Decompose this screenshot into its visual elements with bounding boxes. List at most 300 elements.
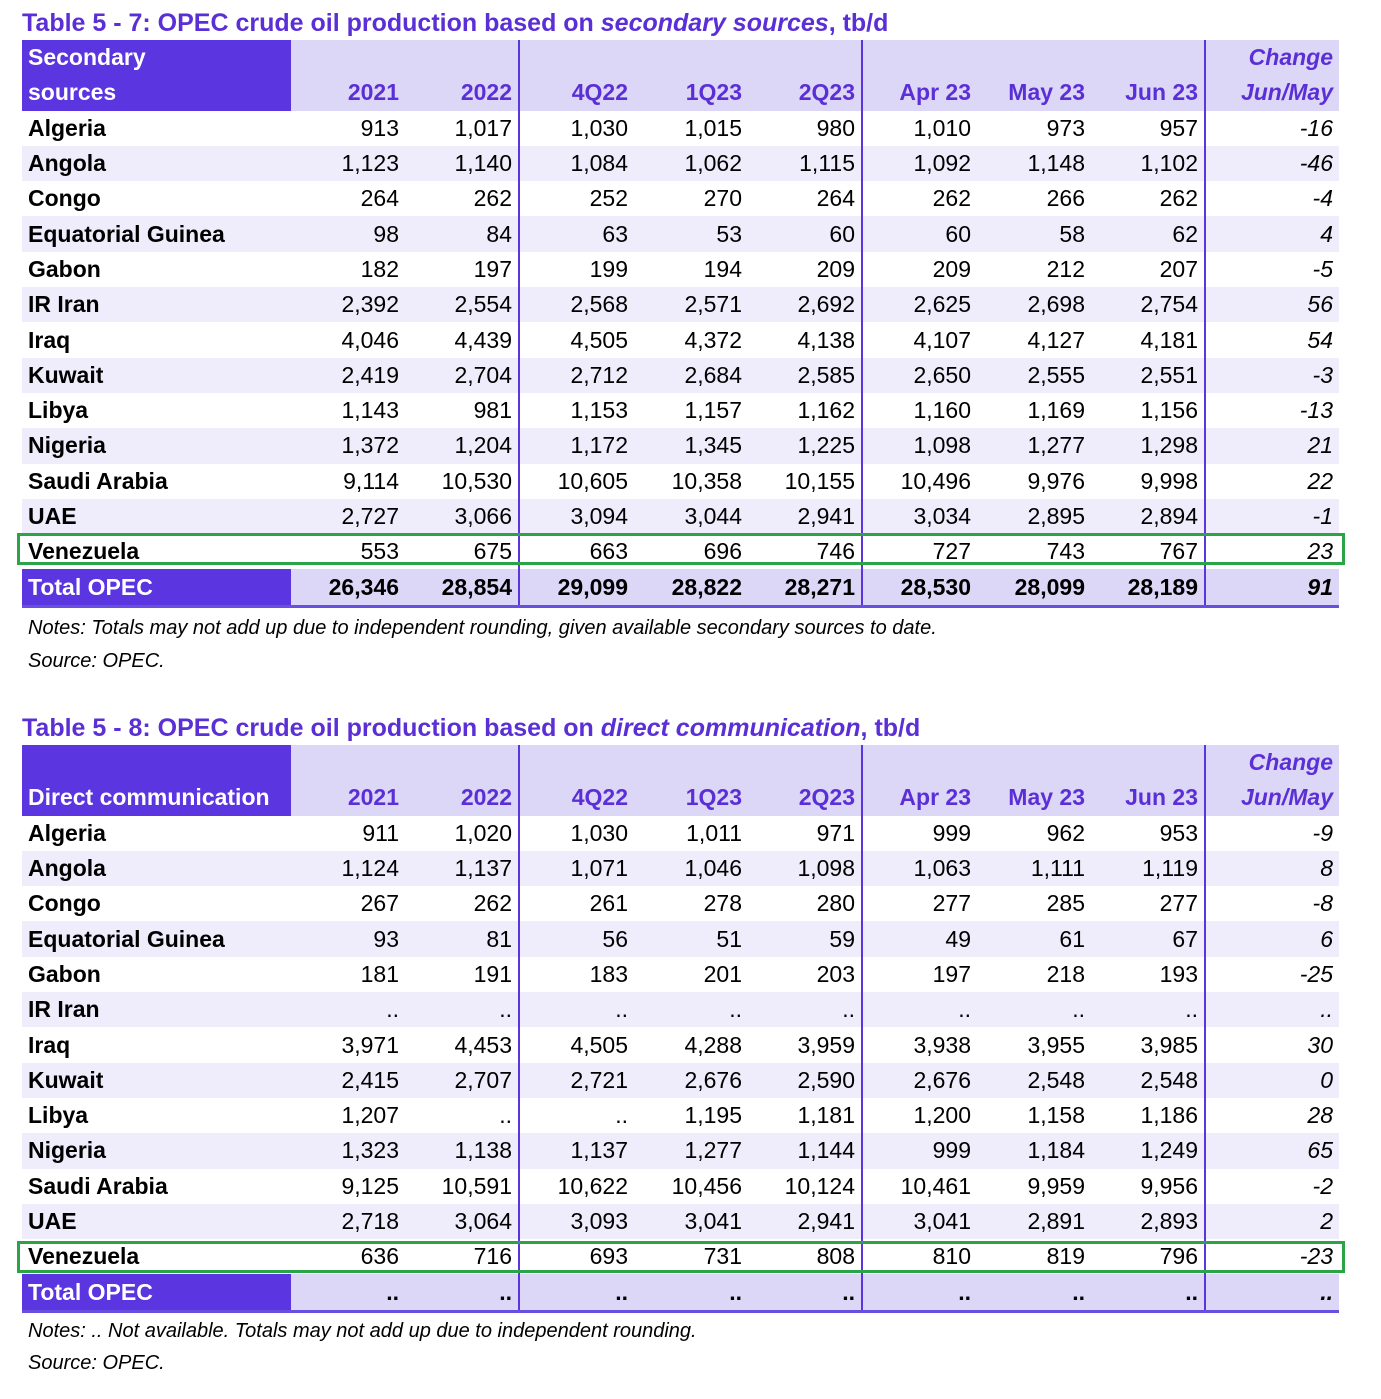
table1-header-blank [405,40,519,75]
table2 [22,745,1339,1313]
total-value: 26,346 [291,569,405,606]
table2-row-ir-iran [22,992,1339,1027]
country-name: Algeria [28,819,106,846]
value-cell: 9,956 [1140,1172,1198,1199]
value-cell: 1,046 [634,851,748,886]
country-name: Venezuela [28,1243,140,1270]
value-cell: 51 [634,921,748,956]
value-cell: 2,721 [519,1063,634,1098]
value-cell: 2,698 [977,287,1091,322]
value-cell: 696 [703,538,742,565]
value-cell: 3,985 [1140,1031,1198,1058]
value-cell: 270 [703,185,742,212]
total-value: 28,271 [748,569,862,606]
value-cell: 1,169 [1027,397,1085,424]
value-cell: 2,551 [1091,358,1205,393]
value-cell: 62 [1091,216,1205,251]
table1-column-header: Jun 23 [1091,75,1205,110]
value-cell: 2,415 [291,1063,405,1098]
table2-header-blank [634,745,748,780]
value-cell: 2,707 [405,1063,519,1098]
table2-corner-line2: Direct communication [22,780,291,815]
value-cell: 1,186 [1140,1102,1198,1129]
value-cell: 1,124 [291,851,405,886]
value-cell: 1,030 [519,816,634,851]
value-cell: 193 [1159,960,1198,987]
value-cell: 767 [1159,538,1198,565]
value-cell: 3,064 [405,1204,519,1239]
country-name: IR Iran [22,287,291,322]
country-name: Saudi Arabia [28,467,168,494]
value-cell: 183 [519,957,634,992]
value-cell: 10,456 [671,1172,742,1199]
table2-change-header-1: Change [1205,745,1339,780]
total-value: .. [748,1274,862,1311]
table2-column-header: Apr 23 [862,780,977,815]
value-cell: 2,554 [405,287,519,322]
table2-header-blank [977,745,1091,780]
country-name: UAE [22,1204,291,1239]
change-cell: 22 [1205,464,1339,499]
value-cell: 980 [816,114,855,141]
value-cell: 913 [360,114,399,141]
table2-header-blank [519,745,634,780]
value-cell: .. [1091,992,1205,1027]
table1-header-row-2 [22,75,1339,110]
total-value: 28,822 [634,569,748,606]
country-name: Iraq [28,1031,71,1058]
value-cell: 262 [473,890,512,917]
value-cell: 2,754 [1091,287,1205,322]
value-cell: 181 [360,960,399,987]
table1-note: Notes: Totals may not add up due to independent rounding, given available secondary sources to date. [28,617,937,639]
value-cell: 261 [519,886,634,921]
value-cell: 1,015 [684,114,742,141]
table2-row-nigeria [22,1133,1339,1168]
value-cell: 1,158 [1027,1102,1085,1129]
value-cell: 999 [862,816,977,851]
country-name: Kuwait [22,1063,291,1098]
change-cell: 30 [1205,1027,1339,1062]
value-cell: 1,140 [405,146,519,181]
country-name: Nigeria [22,1133,291,1168]
value-cell: 10,530 [441,467,512,494]
country-name: Nigeria [22,428,291,463]
table1-corner-line2: sources [22,75,291,110]
country-name: Gabon [28,255,101,282]
change-cell: -4 [1205,181,1339,216]
change-cell: -16 [1205,111,1339,146]
value-cell: 3,041 [862,1204,977,1239]
country-name: UAE [22,499,291,534]
value-cell: 1,144 [748,1133,862,1168]
value-cell: 2,676 [862,1063,977,1098]
value-cell: 2,692 [748,287,862,322]
value-cell: 1,137 [519,1133,634,1168]
table1-column-header: 2022 [405,75,519,110]
table2-row-iraq [22,1027,1339,1062]
value-cell: 1,345 [634,428,748,463]
total-value: .. [405,1274,519,1311]
table2-column-header: May 23 [977,780,1091,815]
table2-header-row-1 [22,745,1339,780]
value-cell: 1,148 [977,146,1091,181]
value-cell: 727 [862,534,977,569]
country-name: Congo [28,185,101,212]
value-cell: 1,323 [291,1133,405,1168]
country-name: Venezuela [28,538,140,565]
table2-row-uae [22,1204,1339,1239]
value-cell: 1,123 [291,146,405,181]
value-cell: 212 [1046,255,1085,282]
value-cell: 1,098 [748,851,862,886]
value-cell: 746 [816,538,855,565]
table1-header-blank [291,40,405,75]
table2-row-angola [22,851,1339,886]
total-change: 91 [1205,569,1339,606]
value-cell: 262 [1159,185,1198,212]
value-cell: 4,439 [454,326,512,353]
change-cell: -5 [1205,252,1339,287]
value-cell: 2,941 [748,1204,862,1239]
value-cell: 3,041 [634,1204,748,1239]
value-cell: 675 [473,538,512,565]
table1-row-angola [22,146,1339,181]
table1-row-gabon [22,252,1339,287]
value-cell: 4,288 [684,1031,742,1058]
table2-column-header: Jun 23 [1091,780,1205,815]
value-cell: 10,591 [441,1172,512,1199]
value-cell: 197 [862,957,977,992]
change-cell: -2 [1205,1169,1339,1204]
value-cell: 962 [1046,819,1085,846]
value-cell: 693 [519,1239,634,1274]
value-cell: .. [862,992,977,1027]
value-cell: .. [634,992,748,1027]
country-name: Libya [28,1102,89,1129]
country-name: Saudi Arabia [28,1172,168,1199]
value-cell: 1,062 [634,146,748,181]
value-cell: .. [519,1098,634,1133]
value-cell: 796 [1159,1243,1198,1270]
table2-header-row-2 [22,780,1339,815]
value-cell: 731 [703,1243,742,1270]
value-cell: 911 [362,819,399,846]
value-cell: 10,124 [784,1172,855,1199]
value-cell: 1,195 [684,1102,742,1129]
value-cell: 2,712 [519,358,634,393]
value-cell: 53 [634,216,748,251]
table2-row-equatorial-guinea [22,921,1339,956]
total-value: .. [1091,1274,1205,1311]
value-cell: 267 [360,890,399,917]
table2-note: Notes: .. Not available. Totals may not add up due to independent rounding. [28,1320,697,1342]
change-cell: 4 [1205,216,1339,251]
value-cell: 819 [1046,1243,1085,1270]
table2-source: Source: OPEC. [28,1352,165,1374]
table2-row-kuwait [22,1063,1339,1098]
value-cell: 1,138 [405,1133,519,1168]
table1-title: Table 5 - 7: OPEC crude oil production based on secondary sources, tb/d [22,9,889,37]
table2-row-venezuela [22,1239,1339,1274]
value-cell: 1,102 [1091,146,1205,181]
value-cell: 98 [291,216,405,251]
table1-column-header: Apr 23 [862,75,977,110]
country-name: Angola [22,146,291,181]
table1-row-algeria [22,111,1339,146]
value-cell: 3,938 [862,1027,977,1062]
change-cell: 65 [1205,1133,1339,1168]
table2-column-header: 2Q23 [748,780,862,815]
change-cell: 56 [1205,287,1339,322]
value-cell: 1,143 [341,397,399,424]
value-cell: 1,156 [1140,397,1198,424]
change-cell: 8 [1205,851,1339,886]
value-cell: 3,044 [634,499,748,534]
total-value: .. [634,1274,748,1311]
value-cell: .. [291,992,405,1027]
value-cell: 63 [519,216,634,251]
value-cell: 278 [703,890,742,917]
value-cell: 280 [816,890,855,917]
value-cell: 10,461 [862,1169,977,1204]
value-cell: 10,496 [862,464,977,499]
value-cell: 1,137 [405,851,519,886]
value-cell: 3,959 [797,1031,855,1058]
table1-header-row-1 [22,40,1339,75]
value-cell: 999 [862,1133,977,1168]
value-cell: 199 [519,252,634,287]
value-cell: 1,030 [519,111,634,146]
country-name: Congo [28,890,101,917]
value-cell: 1,181 [797,1102,855,1129]
value-cell: 1,098 [862,428,977,463]
table2-total-row [22,1274,1339,1311]
value-cell: 2,684 [634,358,748,393]
value-cell: 4,138 [797,326,855,353]
value-cell: 1,277 [977,428,1091,463]
value-cell: 1,200 [862,1098,977,1133]
value-cell: 2,419 [291,358,405,393]
value-cell: 9,976 [1027,467,1085,494]
value-cell: 1,115 [748,146,862,181]
total-change: .. [1205,1274,1339,1311]
value-cell: 3,093 [519,1204,634,1239]
value-cell: 1,020 [454,819,512,846]
table1-row-ir-iran [22,287,1339,322]
value-cell: 285 [1046,890,1085,917]
value-cell: 1,084 [519,146,634,181]
value-cell: 1,017 [454,114,512,141]
value-cell: 203 [816,960,855,987]
table1-source: Source: OPEC. [28,650,165,672]
total-value: .. [862,1274,977,1311]
value-cell: 197 [473,255,512,282]
value-cell: 2,555 [977,358,1091,393]
value-cell: 4,372 [684,326,742,353]
value-cell: 209 [862,252,977,287]
value-cell: 264 [816,185,855,212]
value-cell: 1,063 [862,851,977,886]
value-cell: 2,718 [291,1204,405,1239]
value-cell: 191 [473,960,512,987]
total-label: Total OPEC [22,1274,291,1311]
table1-row-kuwait [22,358,1339,393]
table1-header-blank [519,40,634,75]
value-cell: 1,153 [519,393,634,428]
table2-column-header: 2022 [405,780,519,815]
value-cell: 4,107 [862,322,977,357]
table1-total-row [22,569,1339,606]
value-cell: 277 [862,886,977,921]
value-cell: 9,998 [1140,467,1198,494]
value-cell: 2,650 [862,358,977,393]
value-cell: 3,094 [519,499,634,534]
table2-column-header: 2021 [291,780,405,815]
value-cell: 553 [360,538,399,565]
change-cell: -9 [1205,816,1339,851]
value-cell: 1,092 [862,146,977,181]
value-cell: 60 [862,216,977,251]
value-cell: 201 [703,960,742,987]
country-name: IR Iran [22,992,291,1027]
value-cell: 252 [519,181,634,216]
value-cell: 9,114 [343,467,399,494]
value-cell: 266 [1046,185,1085,212]
value-cell: 1,010 [862,111,977,146]
value-cell: 636 [360,1243,399,1270]
change-cell: 28 [1205,1098,1339,1133]
value-cell: 10,622 [519,1169,634,1204]
table1-header-blank [862,40,977,75]
value-cell: 56 [519,921,634,956]
value-cell: 743 [1046,538,1085,565]
table2-row-saudi-arabia [22,1169,1339,1204]
value-cell: 2,894 [1091,499,1205,534]
value-cell: 3,066 [405,499,519,534]
change-cell: -1 [1205,499,1339,534]
table2-header-blank [405,745,519,780]
value-cell: 218 [1046,960,1085,987]
value-cell: 4,453 [454,1031,512,1058]
value-cell: 2,891 [977,1204,1091,1239]
value-cell: 716 [473,1243,512,1270]
table2-change-header-2: Jun/May [1205,780,1339,815]
value-cell: 60 [748,216,862,251]
value-cell: 2,704 [405,358,519,393]
value-cell: 2,893 [1091,1204,1205,1239]
total-value: 28,189 [1091,569,1205,606]
value-cell: 4,127 [1027,326,1085,353]
value-cell: 4,046 [341,326,399,353]
value-cell: 2,676 [634,1063,748,1098]
value-cell: 1,207 [341,1102,399,1129]
value-cell: 207 [1159,255,1198,282]
value-cell: 1,162 [797,397,855,424]
country-name: Libya [28,397,89,424]
value-cell: 81 [405,921,519,956]
value-cell: 1,298 [1091,428,1205,463]
value-cell: .. [977,992,1091,1027]
value-cell: 971 [816,819,855,846]
value-cell: 981 [473,397,512,424]
value-cell: 2,625 [862,287,977,322]
change-cell: -23 [1205,1239,1339,1274]
table1-row-congo [22,181,1339,216]
value-cell: 59 [748,921,862,956]
table1-column-header: 2Q23 [748,75,862,110]
value-cell: 957 [1159,114,1198,141]
value-cell: 2,590 [748,1063,862,1098]
total-value: .. [977,1274,1091,1311]
value-cell: 1,071 [519,851,634,886]
value-cell: 2,548 [1091,1063,1205,1098]
country-name: Equatorial Guinea [22,216,291,251]
table1-change-header-1: Change [1205,40,1339,75]
total-value: 28,099 [977,569,1091,606]
change-cell: -25 [1205,957,1339,992]
value-cell: 264 [360,185,399,212]
table1-change-header-2: Jun/May [1205,75,1339,110]
value-cell: 663 [519,534,634,569]
value-cell: 182 [360,255,399,282]
table1-column-header: 2021 [291,75,405,110]
total-value: 28,530 [862,569,977,606]
country-name: Gabon [28,960,101,987]
value-cell: 49 [862,921,977,956]
value-cell: 1,011 [686,819,742,846]
table1-row-saudi-arabia [22,464,1339,499]
table1-row-libya [22,393,1339,428]
value-cell: 2,585 [748,358,862,393]
value-cell: 2,571 [634,287,748,322]
total-label: Total OPEC [22,569,291,606]
value-cell: 3,034 [862,499,977,534]
value-cell: 10,155 [784,467,855,494]
value-cell: 2,392 [291,287,405,322]
table2-header-blank [862,745,977,780]
change-cell: 0 [1205,1063,1339,1098]
value-cell: 1,277 [634,1133,748,1168]
country-name: Algeria [28,114,106,141]
table1-corner-line1: Secondary [22,40,291,75]
table1-row-equatorial-guinea [22,216,1339,251]
table1-header-blank [977,40,1091,75]
table2-row-algeria [22,816,1339,851]
value-cell: 2,941 [748,499,862,534]
value-cell: 1,225 [748,428,862,463]
change-cell: -46 [1205,146,1339,181]
table1-column-header: May 23 [977,75,1091,110]
change-cell: 54 [1205,322,1339,357]
value-cell: .. [405,992,519,1027]
value-cell: 10,358 [671,467,742,494]
table2-column-header: 1Q23 [634,780,748,815]
value-cell: 2,895 [977,499,1091,534]
value-cell: 1,204 [405,428,519,463]
table2-row-libya [22,1098,1339,1133]
value-cell: 973 [1046,114,1085,141]
change-cell: -3 [1205,358,1339,393]
value-cell: 1,157 [684,397,742,424]
value-cell: 2,568 [519,287,634,322]
table1-column-header: 1Q23 [634,75,748,110]
total-value: 29,099 [519,569,634,606]
value-cell: 1,372 [291,428,405,463]
change-cell: .. [1205,992,1339,1027]
value-cell: 10,605 [519,464,634,499]
value-cell: 2,548 [977,1063,1091,1098]
